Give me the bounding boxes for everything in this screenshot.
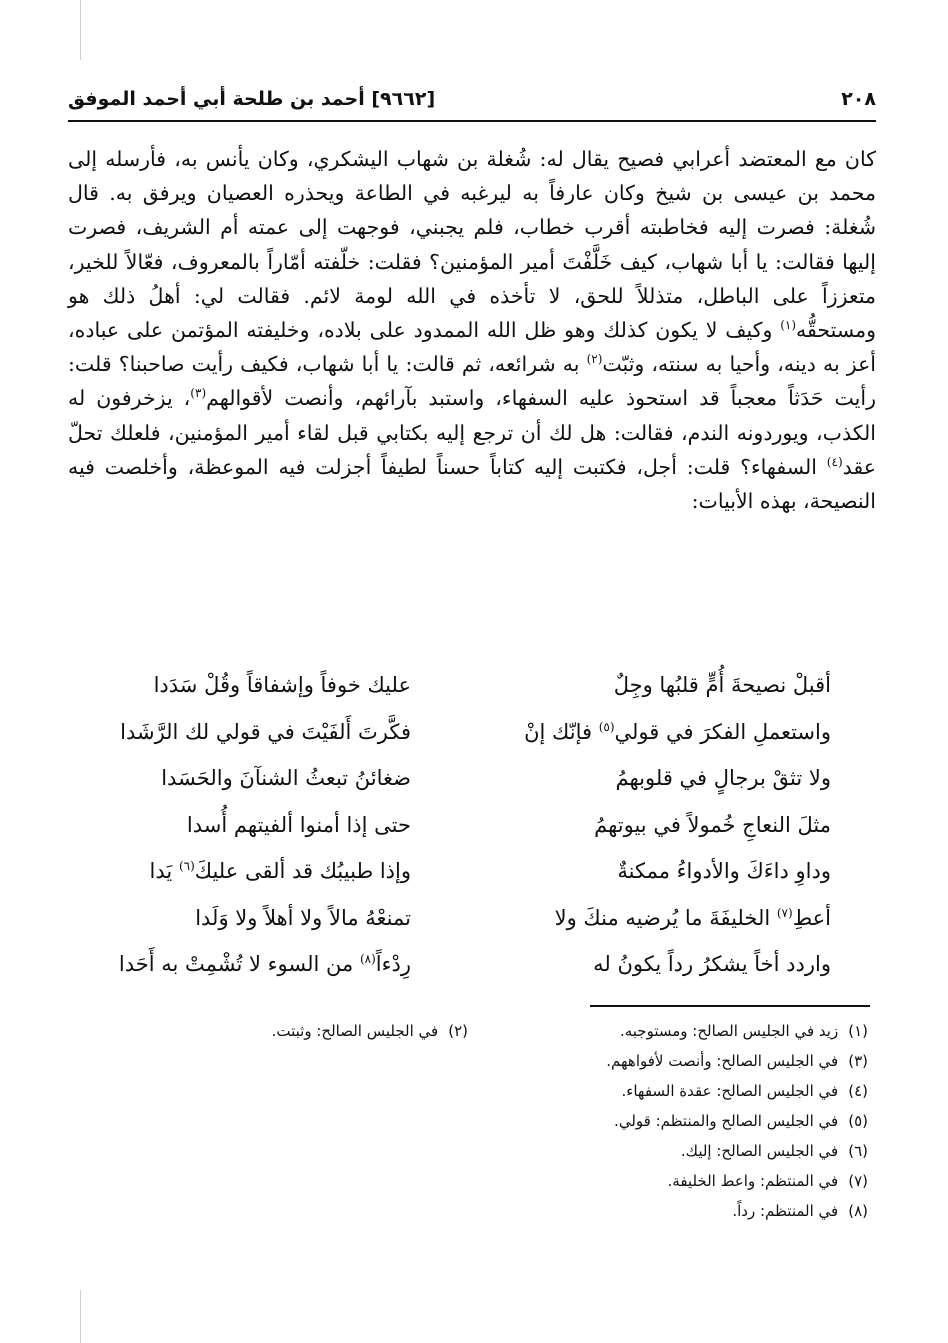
text-segment: كان مع المعتضد أعرابي فصيح يقال له: شُغلة بن شهاب اليشكري، وكان يأنس به، فأرسله إلى محمد بن عيسى بن شيخ وكان عارفاً به ليرغبه في الطاعة ويحذره العصيان ويرفق به. قال شُغلة: فصرت إليه فخاطبته أقرب خطاب، فلم يجبني، فوجهت إلى عمته أم الشريف، فصرت إليها فقالت: يا أبا شهاب، كيف خَلَّفْتَ أمير المؤمنين؟ فقلت: خلّفته أمّاراً بالمعروف، فعّالاً للخير، متعززاً على الباطل، متذللاً للحق، لا تأخذه في الله لومة لائم. فقالت لي: أهلُ ذلك هو ومستحقُّه bbox=[68, 147, 876, 343]
verse-line bbox=[68, 662, 876, 709]
text-segment: به شرائعه، ثم قالت: يا أبا شهاب، فكيف رأيت صاحبنا؟ قلت: رأيت حَدَثاً معجباً قد استحوذ عليه السفهاء، واستبد بآرائهم، وأنصت لأقوالهم bbox=[68, 352, 876, 411]
text-segment: السفهاء؟ قلت: أجل، فكتبت إليه كتاباً حسناً لطيفاً أجزلت فيه الموعظة، وأخلصت فيه النصيحة، بهذه الأبيات: bbox=[68, 454, 876, 514]
footnote-row bbox=[68, 1166, 868, 1196]
footnote: (٦)في الجليس الصالح: إليك. bbox=[680, 1142, 868, 1160]
footnote: (٤)في الجليس الصالح: عقدة السفهاء. bbox=[621, 1082, 868, 1100]
footnote-ref-2: (٢) bbox=[586, 352, 603, 367]
verse-second-half: عليك خوفاً وإشفاقاً وقُلْ سَدَدا bbox=[153, 673, 411, 698]
verse-line bbox=[68, 941, 876, 988]
verse-line bbox=[68, 802, 876, 849]
footnote: (٣)في الجليس الصالح: وأنصت لأفواههم. bbox=[606, 1052, 868, 1070]
footnote-row bbox=[68, 1106, 868, 1136]
page-number: ٢٠٨ bbox=[841, 88, 876, 110]
page-header bbox=[68, 82, 876, 116]
footnote: (٥)في الجليس الصالح والمنتظم: قولي. bbox=[614, 1112, 868, 1130]
verse-first-half: أقبلْ نصيحةَ أُمٍّ قلبُها وجِلٌ bbox=[613, 673, 831, 698]
verse-first-half: أعطِ$^{(٧)}$ الخليفَةَ ما يُرضيه منكَ ولا bbox=[554, 905, 831, 930]
verse-second-half: فكَّرتَ أَلفَيْتَ في قولي لك الرَّشَدا bbox=[120, 719, 411, 744]
verse-line bbox=[68, 755, 876, 802]
footnote: (٧)في المنتظم: واعط الخليفة. bbox=[667, 1172, 868, 1190]
verse-line bbox=[68, 895, 876, 942]
footnote-row bbox=[68, 1016, 868, 1046]
verse-first-half: مثلَ النعاجِ خُمولاً في بيوتهمُ bbox=[594, 812, 831, 837]
text-segment: ، يزخرفون له الكذب، ويوردونه الندم، فقالت: هل لك أن ترجع إليه بكتابي قبل لقاء أمير المؤمنين، فلعلك تحلّ عقد bbox=[68, 386, 876, 479]
footnote-ref-7: (٧) bbox=[776, 905, 793, 920]
main-text bbox=[68, 142, 876, 518]
verse-line bbox=[68, 848, 876, 895]
footnote: (٢)في الجليس الصالح: وثبتت. bbox=[271, 1022, 468, 1040]
footnote-rule bbox=[590, 1005, 870, 1007]
footnote-ref-6: (٦) bbox=[178, 859, 195, 874]
footnote: (١)زيد في الجليس الصالح: ومستوجبه. bbox=[619, 1022, 868, 1040]
verse-first-half: ولا تثقْ برجالٍ في قلوبهمُ bbox=[615, 766, 831, 791]
scan-margin-line bbox=[80, 0, 81, 60]
main-paragraph bbox=[68, 142, 876, 518]
footnotes bbox=[68, 1016, 868, 1226]
verse-second-half: رِدْءاً$^{(٨)}$ من السوء لا تُشْمِتْ به أَحَدا bbox=[118, 952, 411, 977]
verse-first-half: واردد أخاً يشكرُ رداً يكونُ له bbox=[593, 952, 831, 977]
footnote-ref-5: (٥) bbox=[598, 719, 615, 734]
verse-first-half: واستعملِ الفكرَ في قولي$^{(٥)}$ فإنّك إنْ bbox=[524, 719, 831, 744]
footnote-row bbox=[68, 1046, 868, 1076]
verse-second-half: ضغائنُ تبعثُ الشنآنَ والحَسَدا bbox=[161, 766, 411, 791]
verse-second-half: حتى إذا أمنوا ألفيتهم أُسدا bbox=[186, 812, 411, 837]
poem bbox=[68, 662, 876, 988]
verse-second-half: تمنعْهُ مالاً ولا أهلاً ولا وَلَدا bbox=[195, 905, 411, 930]
text-segment: وكيف لا يكون كذلك وهو ظل الله الممدود على بلاده، وخليفته المؤتمن على عباده، أعز به دينه، وأحيا به سنته، وثبّت bbox=[68, 318, 876, 377]
footnote-ref-1: (١) bbox=[780, 318, 797, 333]
footnote-ref-4: (٤) bbox=[826, 455, 843, 469]
running-title: [٩٦٦٢] أحمد بن طلحة أبي أحمد الموفق bbox=[68, 88, 436, 110]
verse-line bbox=[68, 709, 876, 756]
header-rule bbox=[68, 120, 876, 122]
verse-first-half: وداوِ داءَكَ والأدواءُ ممكنةٌ bbox=[617, 859, 831, 884]
footnote-ref-8: (٨) bbox=[359, 952, 376, 967]
footnote-ref-3: (٣) bbox=[190, 386, 207, 401]
footnote: (٨)في المنتظم: رداً. bbox=[732, 1202, 868, 1220]
scan-margin-line bbox=[80, 1290, 81, 1343]
footnote-row bbox=[68, 1076, 868, 1106]
footnote-row bbox=[68, 1196, 868, 1226]
verse-second-half: وإذا طبيبُك قد ألقى عليكَ$^{(٦)}$ يَدا bbox=[149, 859, 411, 884]
footnote-row bbox=[68, 1136, 868, 1166]
